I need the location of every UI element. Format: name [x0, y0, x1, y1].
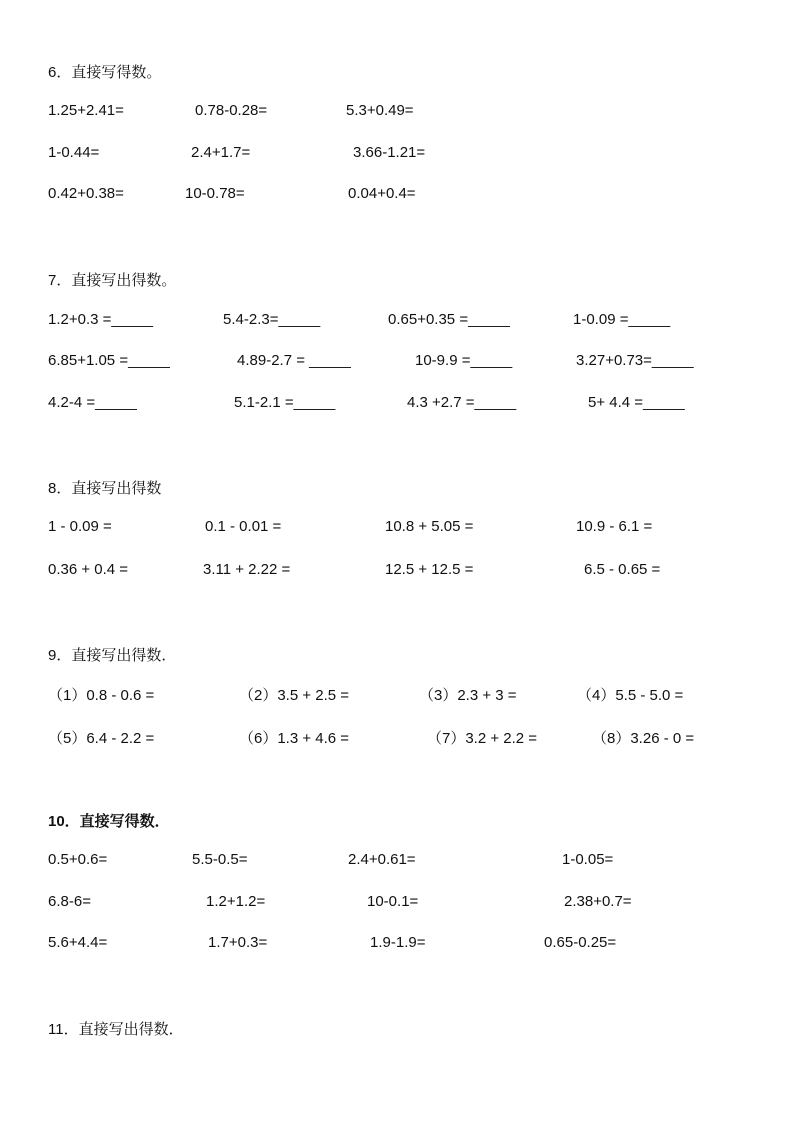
problem: 4.3 +2.7 =_____ [407, 394, 517, 411]
section-7-row-2 [0, 352, 794, 374]
section-9-row-1 [0, 684, 794, 706]
section-8-row-1 [0, 518, 794, 540]
section-6-row-1 [0, 102, 794, 124]
problem: 1.25+2.41= [48, 102, 124, 119]
section-7-title: 7．直接写出得数。 [48, 272, 177, 289]
problem: 5.5-0.5= [192, 851, 248, 868]
problem: （5）6.4 - 2.2 = [48, 730, 155, 747]
section-6-title: 6．直接写得数。 [48, 64, 162, 81]
problem: 10.9 - 6.1 = [576, 518, 653, 535]
problem: 2.4+0.61= [348, 851, 416, 868]
problem: 3.11 + 2.22 = [203, 561, 291, 578]
problem: （6）1.3 + 4.6 = [239, 730, 350, 747]
section-10-row-2 [0, 893, 794, 915]
problem: 5.6+4.4= [48, 934, 108, 951]
problem: 0.36 + 0.4 = [48, 561, 129, 578]
section-7-row-1 [0, 311, 794, 333]
problem: 3.66-1.21= [353, 144, 426, 161]
problem: 0.78-0.28= [195, 102, 268, 119]
problem: （4）5.5 - 5.0 = [577, 687, 684, 704]
problem: （8）3.26 - 0 = [592, 730, 695, 747]
section-10-title: 10．直接写得数． [48, 813, 170, 830]
problem: 1 - 0.09 = [48, 518, 112, 535]
section-11-title: 11．直接写出得数． [48, 1021, 184, 1038]
section-8-title: 8．直接写出得数 [48, 480, 162, 497]
problem: （3）2.3 + 3 = [419, 687, 517, 704]
section-8-row-2 [0, 561, 794, 583]
problem: 10-9.9 =_____ [415, 352, 513, 369]
section-7-row-3 [0, 394, 794, 416]
problem: 10-0.78= [185, 185, 245, 202]
problem: 1.9-1.9= [370, 934, 426, 951]
problem: 10.8 + 5.05 = [385, 518, 474, 535]
problem: 0.42+0.38= [48, 185, 124, 202]
section-6-row-3 [0, 185, 794, 207]
problem: 0.04+0.4= [348, 185, 416, 202]
problem: （1）0.8 - 0.6 = [48, 687, 155, 704]
problem: 10-0.1= [367, 893, 419, 910]
problem: 0.5+0.6= [48, 851, 108, 868]
problem: 6.85+1.05 =_____ [48, 352, 170, 369]
problem: （2）3.5 + 2.5 = [239, 687, 350, 704]
problem: 1.2+1.2= [206, 893, 266, 910]
problem: 12.5 + 12.5 = [385, 561, 474, 578]
problem: 5.3+0.49= [346, 102, 414, 119]
problem: 4.89-2.7 = _____ [237, 352, 351, 369]
problem: 3.27+0.73=_____ [576, 352, 694, 369]
section-10-row-1 [0, 851, 794, 873]
problem: 1.2+0.3 =_____ [48, 311, 154, 328]
problem: 0.1 - 0.01 = [205, 518, 282, 535]
problem: 1-0.05= [562, 851, 614, 868]
problem: 6.8-6= [48, 893, 91, 910]
section-6-row-2 [0, 144, 794, 166]
problem: 1.7+0.3= [208, 934, 268, 951]
problem: 2.4+1.7= [191, 144, 251, 161]
section-9-title: 9．直接写出得数． [48, 647, 177, 664]
problem: 0.65-0.25= [544, 934, 617, 951]
problem: 4.2-4 =_____ [48, 394, 137, 411]
problem: 0.65+0.35 =_____ [388, 311, 510, 328]
problem: 1-0.44= [48, 144, 100, 161]
problem: 5.4-2.3=_____ [223, 311, 321, 328]
problem: （7）3.2 + 2.2 = [427, 730, 538, 747]
problem: 1-0.09 =_____ [573, 311, 671, 328]
problem: 5.1-2.1 =_____ [234, 394, 336, 411]
section-9-row-2 [0, 727, 794, 749]
problem: 5+ 4.4 =_____ [588, 394, 685, 411]
problem: 2.38+0.7= [564, 893, 632, 910]
problem: 6.5 - 0.65 = [584, 561, 661, 578]
section-10-row-3 [0, 934, 794, 956]
